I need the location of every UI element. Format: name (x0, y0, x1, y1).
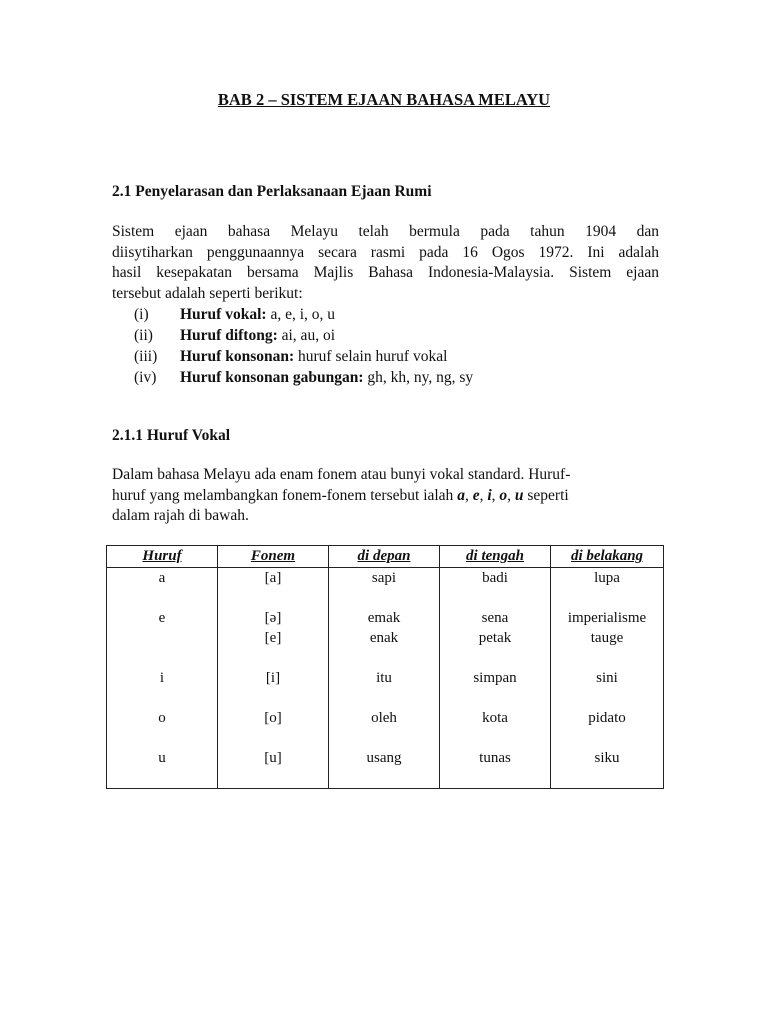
separator: , (464, 486, 473, 504)
column-header-huruf: Huruf (107, 546, 218, 568)
list-item (134, 325, 473, 346)
cell-di-depan: usang (329, 748, 440, 789)
vokal-paragraph (112, 465, 659, 527)
paragraph-line: Sistem ejaan bahasa Melayu telah bermula pada tahun 1904 dan (112, 223, 659, 240)
cell-di-belakang: siku (551, 748, 664, 789)
list-value: huruf selain huruf vokal (294, 348, 448, 365)
paragraph-line: Dalam bahasa Melayu ada enam fonem atau bunyi vokal standard. Huruf- (112, 466, 571, 483)
cell-di-belakang: pidato (551, 708, 664, 748)
cell-di-belakang: lupa (551, 568, 664, 609)
vowel-letter: i (487, 486, 492, 504)
column-header-di-depan: di depan (329, 546, 440, 568)
vowel-letter: o (499, 486, 508, 504)
cell-di-depan: oleh (329, 708, 440, 748)
list-item (134, 304, 473, 325)
list-value: a, e, i, o, u (266, 306, 336, 323)
cell-huruf: a (107, 568, 218, 609)
list-term: Huruf konsonan: (180, 348, 295, 365)
list-item (134, 346, 473, 367)
line-text: seperti (523, 486, 569, 504)
cell-di-tengah: simpan (440, 668, 551, 708)
table-header-row (107, 546, 664, 568)
ejaan-list (134, 304, 473, 388)
vowel-letter: e (472, 486, 480, 504)
paragraph-line (112, 486, 659, 507)
cell-fonem: [ə] [e] (218, 608, 329, 668)
cell-huruf: o (107, 708, 218, 748)
intro-paragraph (112, 222, 659, 304)
cell-di-belakang: sini (551, 668, 664, 708)
section-heading-penyelarasan: 2.1 Penyelarasan dan Perlaksanaan Ejaan Rumi (112, 183, 432, 200)
list-number: (ii) (134, 327, 153, 344)
cell-fonem: [a] (218, 568, 329, 609)
list-term: Huruf vokal: (180, 306, 267, 323)
vowel-table (106, 545, 664, 789)
list-number: (iv) (134, 369, 157, 386)
paragraph-line: tersebut adalah seperti berikut: (112, 284, 303, 302)
separator: , (479, 486, 488, 504)
cell-fonem: [o] (218, 708, 329, 748)
list-value: ai, au, oi (277, 327, 335, 344)
cell-huruf: e (107, 608, 218, 668)
cell-di-tengah: tunas (440, 748, 551, 789)
cell-huruf: u (107, 748, 218, 789)
cell-fonem: [u] (218, 748, 329, 789)
table-row (107, 668, 664, 708)
table-row (107, 708, 664, 748)
list-term: Huruf konsonan gabungan: (180, 369, 364, 386)
column-header-fonem: Fonem (218, 546, 329, 568)
cell-di-belakang: imperialisme tauge (551, 608, 664, 668)
cell-di-depan: emak enak (329, 608, 440, 668)
list-item (134, 367, 473, 388)
list-term: Huruf diftong: (180, 327, 278, 344)
page-title: BAB 2 – SISTEM EJAAN BAHASA MELAYU (217, 90, 551, 109)
list-value: gh, kh, ny, ng, sy (363, 369, 474, 386)
cell-di-tengah: badi (440, 568, 551, 609)
line-text: huruf yang melambangkan fonem-fonem tersebut ialah (112, 486, 458, 504)
separator: , (507, 486, 515, 504)
paragraph-line: hasil kesepakatan bersama Majlis Bahasa Indonesia-Malaysia. Sistem ejaan (112, 264, 659, 281)
table-row (107, 608, 664, 668)
cell-di-depan: sapi (329, 568, 440, 609)
column-header-di-belakang: di belakang (551, 546, 664, 568)
table-row (107, 568, 664, 609)
column-header-di-tengah: di tengah (440, 546, 551, 568)
vowel-letter: a (457, 486, 465, 504)
cell-huruf: i (107, 668, 218, 708)
cell-di-depan: itu (329, 668, 440, 708)
list-number: (i) (134, 306, 149, 323)
paragraph-line: dalam rajah di bawah. (112, 507, 249, 524)
vowel-letter: u (514, 486, 524, 504)
cell-fonem: [i] (218, 668, 329, 708)
list-number: (iii) (134, 348, 158, 365)
table-row (107, 748, 664, 789)
paragraph-line: diisytiharkan penggunaannya secara rasmi pada 16 Ogos 1972. Ini adalah (112, 243, 659, 261)
separator: , (491, 486, 500, 504)
cell-di-tengah: sena petak (440, 608, 551, 668)
cell-di-tengah: kota (440, 708, 551, 748)
section-heading-huruf-vokal: 2.1.1 Huruf Vokal (112, 427, 231, 444)
